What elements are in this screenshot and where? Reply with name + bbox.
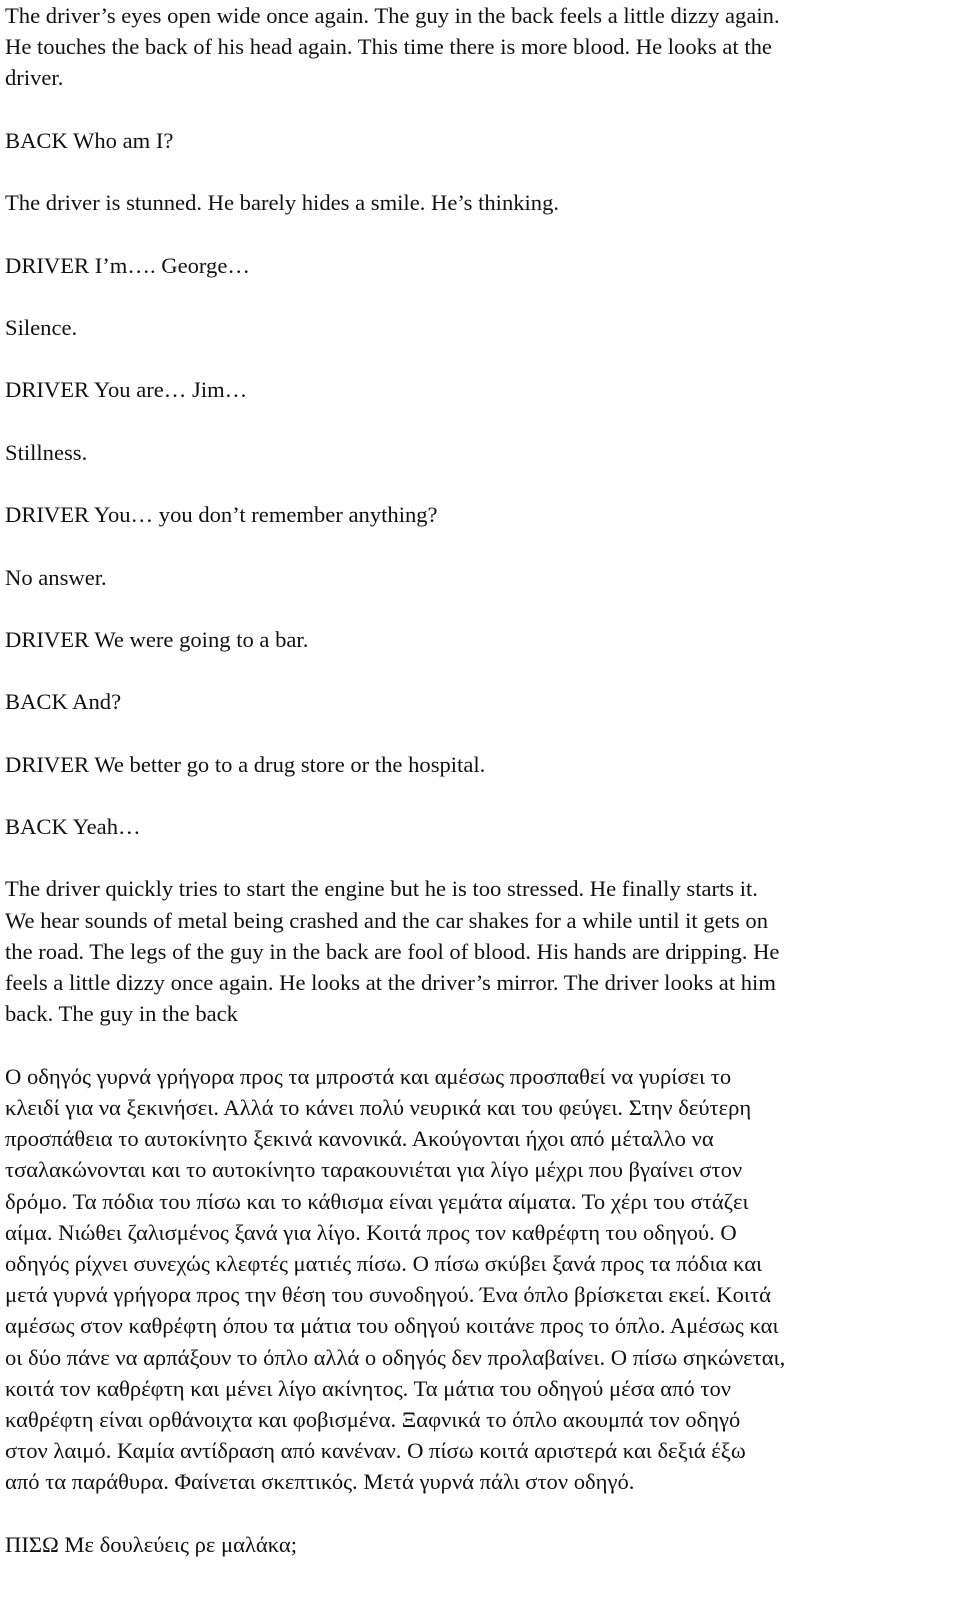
text-line: BACK And? (5, 689, 122, 715)
text-line: DRIVER You are… Jim… (5, 377, 248, 403)
text-line: feels a little dizzy once again. He looks at the driver’s mirror. The driver looks at him (5, 970, 776, 996)
paragraph-gap (5, 593, 945, 624)
text-line: αίμα. Νιώθει ζαλισμένος ξανά για λίγο. Κοιτά προς τον καθρέφτη του οδηγού. Ο (5, 1219, 737, 1245)
paragraph-gap (5, 468, 945, 499)
text-line: BACK Yeah… (5, 814, 141, 840)
paragraph-gap (5, 655, 945, 686)
paragraph-gap (5, 1498, 945, 1529)
paragraph-gap (5, 842, 945, 873)
paragraph-gap (5, 94, 945, 125)
paragraph-gap (5, 156, 945, 187)
text-line: κοιτά τον καθρέφτη και μένει λίγο ακίνητος. Τα μάτια του οδηγού μέσα από τον (5, 1375, 732, 1401)
dialogue-back-who-am-i (5, 125, 945, 156)
paragraph-gap (5, 530, 945, 561)
text-line: οδηγός ρίχνει συνεχώς κλεφτές ματιές πίσω. Ο πίσω σκύβει ξανά προς τα πόδια και (5, 1250, 763, 1276)
text-line: DRIVER I’m…. George… (5, 252, 250, 278)
dialogue-driver-remember (5, 499, 945, 530)
text-line: δρόμο. Τα πόδια του πίσω και το κάθισμα είναι γεμάτα αίματα. Το χέρι του στάζει (5, 1188, 749, 1214)
paragraph-engine-start (5, 873, 945, 1029)
text-line: DRIVER We were going to a bar. (5, 626, 309, 652)
dialogue-driver-george (5, 250, 945, 281)
text-line: driver. (5, 65, 64, 91)
text-line: The driver is stunned. He barely hides a smile. He’s thinking. (5, 190, 560, 216)
paragraph-gap (5, 718, 945, 749)
text-line: DRIVER You… you don’t remember anything? (5, 502, 438, 528)
text-line: οι δύο πάνε να αρπάξουν το όπλο αλλά ο οδηγός δεν προλαβαίνει. Ο πίσω σηκώνεται, (5, 1344, 786, 1370)
text-line: Silence. (5, 314, 78, 340)
dialogue-driver-jim (5, 374, 945, 405)
paragraph-gap (5, 1030, 945, 1061)
text-line: στον λαιμό. Καμία αντίδραση από κανέναν. Ο πίσω κοιτά αριστερά και δεξιά έξω (5, 1438, 746, 1464)
paragraph-gap (5, 218, 945, 249)
text-line: We hear sounds of metal being crashed and the car shakes for a while until it gets on (5, 907, 768, 933)
document-page (5, 0, 945, 1560)
text-line: The driver quickly tries to start the engine but he is too stressed. He finally starts it. (5, 876, 758, 902)
paragraph-driver-eyes (5, 0, 945, 94)
text-line: από τα παράθυρα. Φαίνεται σκεπτικός. Μετά γυρνά πάλι στον οδηγό. (5, 1469, 635, 1495)
paragraph-gap (5, 406, 945, 437)
text-line: BACK Who am I? (5, 127, 174, 153)
text-line: the road. The legs of the guy in the back are fool of blood. His hands are dripping. He (5, 938, 780, 964)
dialogue-back-and (5, 686, 945, 717)
text-line: προσπάθεια το αυτοκίνητο ξεκινά κανονικά. Ακούγονται ήχοι από μέταλλο να (5, 1126, 714, 1152)
dialogue-piso-greek (5, 1529, 945, 1560)
paragraph-no-answer (5, 562, 945, 593)
text-line: back. The guy in the back (5, 1001, 238, 1027)
text-line: ΠΙΣΩ Με δουλεύεις ρε μαλάκα; (5, 1531, 298, 1557)
text-line: The driver’s eyes open wide once again. The guy in the back feels a little dizzy again. (5, 3, 780, 28)
dialogue-driver-hospital (5, 749, 945, 780)
text-line: μετά γυρνά γρήγορα προς την θέση του συνοδηγού. Ένα όπλο βρίσκεται εκεί. Κοιτά (5, 1282, 771, 1308)
paragraph-gap (5, 780, 945, 811)
paragraph-silence (5, 312, 945, 343)
text-line: No answer. (5, 564, 107, 590)
text-line: κλειδί για να ξεκινήσει. Αλλά το κάνει πολύ νευρικά και του φεύγει. Στην δεύτερη (5, 1094, 752, 1120)
dialogue-driver-bar (5, 624, 945, 655)
paragraph-greek (5, 1061, 945, 1498)
text-line: DRIVER We better go to a drug store or the hospital. (5, 751, 486, 777)
text-line: Stillness. (5, 439, 88, 465)
text-line: Ο οδηγός γυρνά γρήγορα προς τα μπροστά και αμέσως προσπαθεί να γυρίσει το (5, 1063, 732, 1089)
text-line: He touches the back of his head again. This time there is more blood. He looks at the (5, 34, 772, 60)
paragraph-driver-stunned (5, 187, 945, 218)
paragraph-gap (5, 281, 945, 312)
dialogue-back-yeah (5, 811, 945, 842)
text-line: αμέσως στον καθρέφτη όπου τα μάτια του οδηγού κοιτάνε προς το όπλο. Αμέσως και (5, 1313, 779, 1339)
text-line: τσαλακώνονται και το αυτοκίνητο ταρακουνιέται για λίγο μέχρι που βγαίνει στον (5, 1157, 743, 1183)
paragraph-gap (5, 343, 945, 374)
text-line: καθρέφτη είναι ορθάνοιχτα και φοβισμένα. Ξαφνικά το όπλο ακουμπά τον οδηγό (5, 1406, 741, 1432)
paragraph-stillness (5, 437, 945, 468)
